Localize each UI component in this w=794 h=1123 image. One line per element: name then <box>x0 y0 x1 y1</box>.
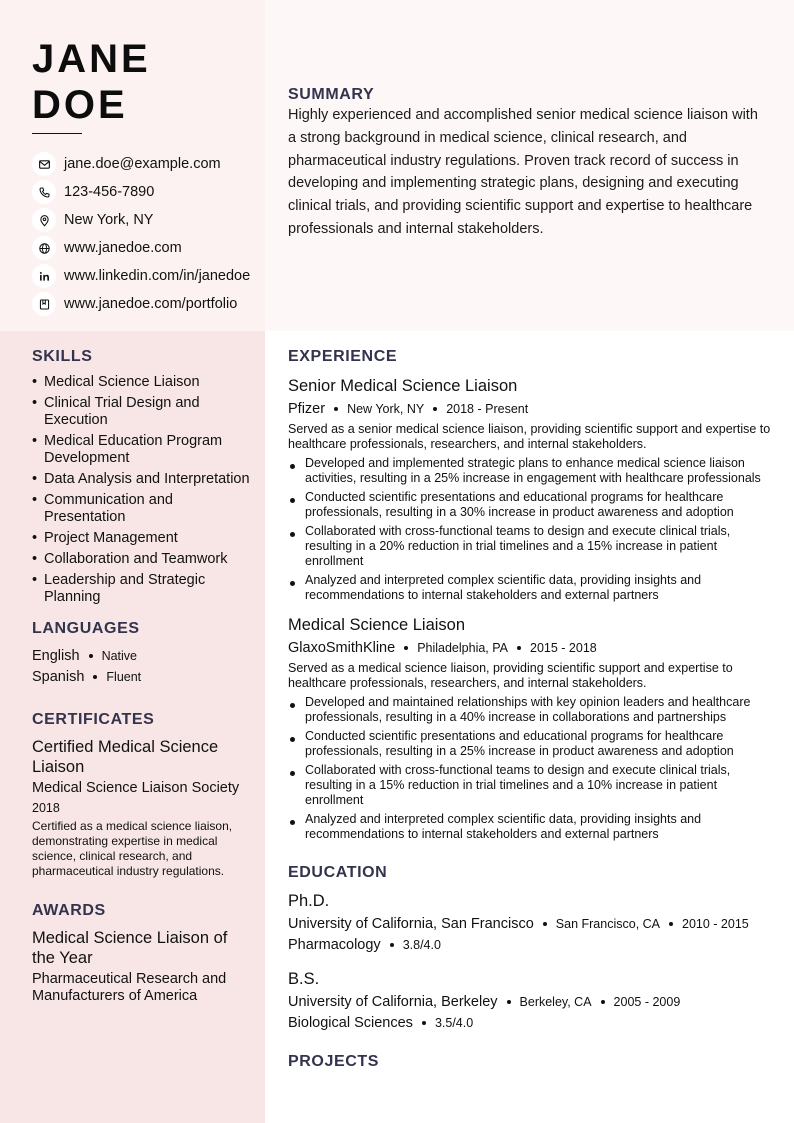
contact-linkedin-text: www.linkedin.com/in/janedoe <box>64 268 251 284</box>
contact-linkedin[interactable] <box>32 262 250 290</box>
separator-dot <box>517 646 521 650</box>
separator-dot <box>669 922 673 926</box>
education-field: Biological Sciences <box>288 1015 413 1031</box>
certificates-heading: CERTIFICATES <box>32 711 155 728</box>
education-item <box>288 969 772 1033</box>
summary-heading: SUMMARY <box>288 86 375 103</box>
achievement-item: Analyzed and interpreted complex scientific data, providing insights and recommendations to internal stakeholders and external partners <box>288 812 772 842</box>
awards-heading: AWARDS <box>32 902 106 919</box>
certificates-section <box>32 711 254 879</box>
sidebar-content <box>32 348 254 1005</box>
skills-section <box>32 348 254 606</box>
education-school: University of California, San Francisco <box>288 916 534 932</box>
separator-dot <box>433 407 437 411</box>
job-description: Served as a senior medical science liaison, providing scientific support and expertise to healthcare professionals, researchers, and internal stakeholders. <box>288 422 771 451</box>
job-company: GlaxoSmithKline <box>288 640 396 656</box>
skill-item: • Clinical Trial Design and Execution <box>32 395 254 429</box>
education-meta <box>288 992 772 1012</box>
candidate-name <box>32 36 151 128</box>
phone-icon <box>32 180 56 204</box>
certificate-title: Certified Medical Science Liaison <box>32 738 219 776</box>
award-issuer: Pharmaceutical Research and Manufacturers of America <box>32 971 227 1004</box>
award-item <box>32 928 254 1005</box>
achievement-item: Conducted scientific presentations and educational programs for healthcare professionals, resulting in a 30% increase in product awareness and adoption <box>288 490 772 520</box>
education-location: Berkeley, CA <box>519 995 592 1009</box>
separator-dot <box>422 1021 426 1025</box>
skills-list <box>32 374 254 606</box>
skill-item: • Leadership and Strategic Planning <box>32 572 254 606</box>
education-item <box>288 891 772 955</box>
achievement-item: Developed and implemented strategic plans to enhance medical science liaison activities, resulting in a 25% increase in engagement with healthcare professionals <box>288 456 772 486</box>
job-dates: 2018 - Present <box>446 402 529 416</box>
skill-item: • Data Analysis and Interpretation <box>32 471 254 488</box>
job-item <box>288 615 772 842</box>
globe-icon <box>32 236 56 260</box>
contact-website-text: www.janedoe.com <box>64 240 182 256</box>
skill-item: • Medical Science Liaison <box>32 374 254 391</box>
job-meta <box>288 399 772 419</box>
education-degree: Ph.D. <box>288 892 330 910</box>
skill-item: • Communication and Presentation <box>32 492 254 526</box>
projects-section <box>288 1053 772 1071</box>
certificate-item <box>32 737 254 879</box>
summary-section <box>288 86 768 241</box>
certificate-year: 2018 <box>32 801 60 815</box>
education-section <box>288 864 772 1033</box>
last-name: DOE <box>32 83 128 127</box>
first-name: JANE <box>32 37 151 81</box>
job-title: Medical Science Liaison <box>288 616 466 634</box>
education-heading: EDUCATION <box>288 864 388 881</box>
languages-section <box>32 620 254 687</box>
achievement-item: Collaborated with cross-functional teams to design and execute clinical trials, resulting in a 20% reduction in trial timelines and a 15% increase in patient enrollment <box>288 524 772 569</box>
education-degree: B.S. <box>288 970 320 988</box>
contact-location <box>32 206 250 234</box>
achievement-item: Analyzed and interpreted complex scientific data, providing insights and recommendations to internal stakeholders and external partners <box>288 573 772 603</box>
education-field: Pharmacology <box>288 937 381 953</box>
separator-dot <box>390 943 394 947</box>
separator-dot <box>601 1000 605 1004</box>
job-location: Philadelphia, PA <box>417 641 508 655</box>
summary-text: Highly experienced and accomplished senior medical science liaison with a strong background in medical science, clinical research, and pharmaceutical industry regulations. Proven track record of success in developing and implementing strategic plans, designing and executing clinical trials, and providing scientific support and expertise to healthcare professionals and internal stakeholders. <box>288 107 758 237</box>
certificate-issuer: Medical Science Liaison Society <box>32 780 240 796</box>
skills-heading: SKILLS <box>32 348 93 365</box>
linkedin-icon <box>32 264 56 288</box>
award-title: Medical Science Liaison of the Year <box>32 929 228 967</box>
separator-dot <box>334 407 338 411</box>
contact-email[interactable] <box>32 150 250 178</box>
main-content <box>288 348 772 1071</box>
job-title: Senior Medical Science Liaison <box>288 377 518 395</box>
job-achievements <box>288 695 772 842</box>
name-divider <box>32 133 82 134</box>
separator-dot <box>507 1000 511 1004</box>
achievement-item: Developed and maintained relationships with key opinion leaders and healthcare professionals, resulting in a 40% increase in collaborations and partnerships <box>288 695 772 725</box>
contact-phone[interactable] <box>32 178 250 206</box>
education-gpa: 3.8/4.0 <box>402 938 441 952</box>
language-item <box>32 666 254 687</box>
certificate-description: Certified as a medical science liaison, demonstrating expertise in medical science, clinical research, and pharmaceutical industry regulations. <box>32 819 233 878</box>
contact-phone-text: 123-456-7890 <box>64 184 155 200</box>
separator-dot <box>543 922 547 926</box>
contact-portfolio-text: www.janedoe.com/portfolio <box>64 296 238 312</box>
separator-dot <box>93 675 97 679</box>
separator-dot <box>89 654 93 658</box>
job-item <box>288 376 772 603</box>
languages-heading: LANGUAGES <box>32 620 140 637</box>
job-company: Pfizer <box>288 401 326 417</box>
language-level: Native <box>101 648 137 663</box>
language-name: Spanish <box>32 668 85 685</box>
projects-heading: PROJECTS <box>288 1053 380 1070</box>
education-school: University of California, Berkeley <box>288 994 498 1010</box>
education-gpa: 3.5/4.0 <box>434 1016 474 1030</box>
achievement-item: Collaborated with cross-functional teams to design and execute clinical trials, resulting in a 15% reduction in trial timelines and a 10% increase in patient enrollment <box>288 763 772 808</box>
contact-list <box>32 150 250 318</box>
job-meta <box>288 638 772 658</box>
education-field-row <box>288 935 772 955</box>
language-item <box>32 645 254 666</box>
awards-section <box>32 902 254 1005</box>
language-name: English <box>32 647 80 664</box>
separator-dot <box>404 646 408 650</box>
job-location: New York, NY <box>347 402 425 416</box>
achievement-item: Conducted scientific presentations and educational programs for healthcare professionals, resulting in a 25% increase in product awareness and adoption <box>288 729 772 759</box>
education-dates: 2005 - 2009 <box>613 995 681 1009</box>
location-pin-icon <box>32 208 56 232</box>
language-level: Fluent <box>106 669 142 684</box>
contact-location-text: New York, NY <box>64 212 154 228</box>
contact-website[interactable] <box>32 234 250 262</box>
skill-item: • Medical Education Program Development <box>32 433 254 467</box>
education-location: San Francisco, CA <box>555 917 661 931</box>
experience-heading: EXPERIENCE <box>288 348 398 365</box>
education-meta <box>288 914 772 934</box>
job-dates: 2015 - 2018 <box>530 641 597 655</box>
job-description: Served as a medical science liaison, providing scientific support and expertise to healthcare professionals, researchers, and internal stakeholders. <box>288 661 733 690</box>
education-dates: 2010 - 2015 <box>682 917 749 931</box>
skill-item: • Collaboration and Teamwork <box>32 551 254 568</box>
portfolio-icon <box>32 292 56 316</box>
job-achievements <box>288 456 772 603</box>
education-field-row <box>288 1013 772 1033</box>
skill-item: • Project Management <box>32 530 254 547</box>
contact-email-text: jane.doe@example.com <box>64 156 221 172</box>
contact-portfolio[interactable] <box>32 290 250 318</box>
email-icon <box>32 152 56 176</box>
